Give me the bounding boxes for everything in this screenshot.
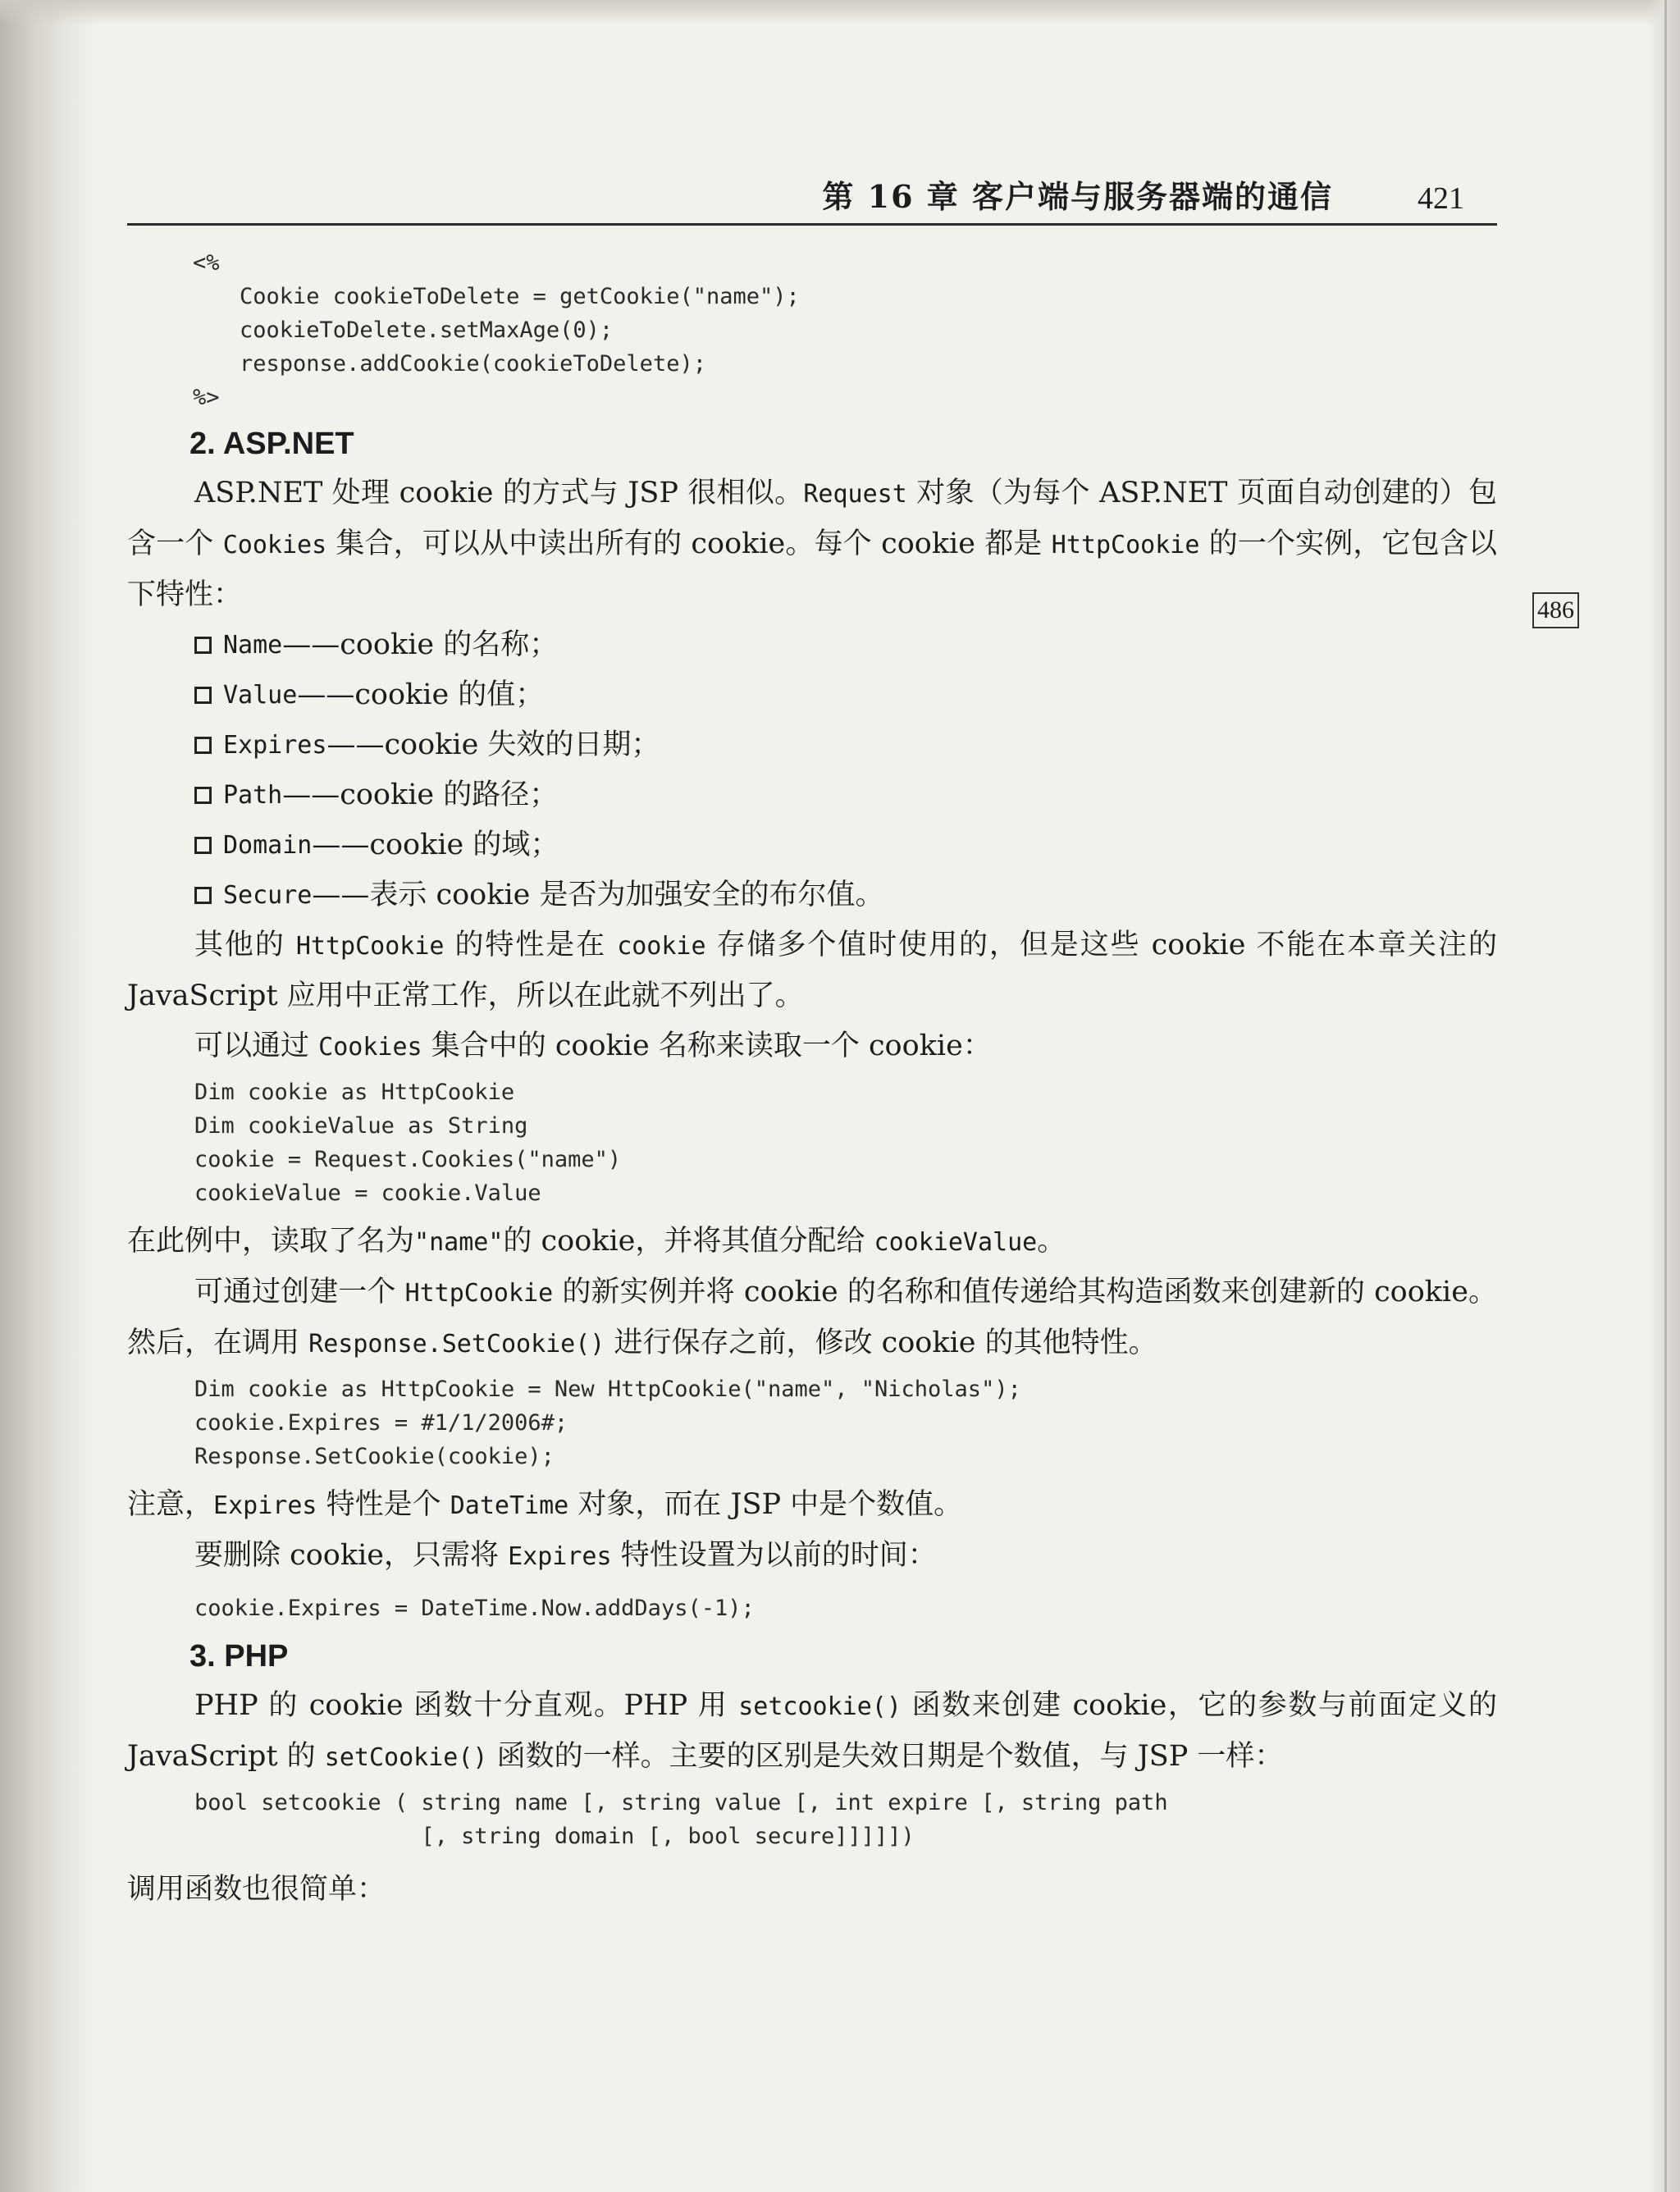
scan-right-edge-line (1664, 0, 1667, 2192)
code-line: Dim cookieValue as String (194, 1113, 528, 1139)
code-line: Cookie cookieToDelete = getCookie("name"); (186, 284, 800, 309)
page-number: 421 (1418, 181, 1464, 216)
list-item: Domain ——cookie 的域； (194, 820, 1497, 870)
list-item: Name ——cookie 的名称； (194, 620, 1497, 670)
delete-cookie-paragraph: 要删除 cookie，只需将 Expires 特性设置为以前的时间： (194, 1539, 937, 1572)
code-line: <% (193, 250, 220, 276)
code-line: response.addCookie(cookieToDelete); (186, 351, 706, 377)
margin-page-reference: 486 (1532, 592, 1579, 628)
aspnet-intro-paragraph: ASP.NET 处理 cookie 的方式与 JSP 很相似。Request 对象（为每个 ASP.NET 页面自动创建的）包含一个 Cookies 集合，可以从中读出所有的 cookie。每个 cookie 都是 HttpCookie 的一个实例，它包含以下特性： (127, 477, 1498, 611)
section-title-php: 3. PHP (189, 1639, 289, 1674)
httpcookie-attribute-list (127, 620, 1497, 920)
code-line: [, string domain [, bool secure]]]]]) (194, 1824, 915, 1849)
checkbox-bullet-icon (194, 887, 212, 904)
checkbox-bullet-icon (194, 737, 212, 754)
read-cookie-code-block (127, 1075, 1497, 1210)
page-body (127, 246, 1497, 1915)
list-item: Path ——cookie 的路径； (194, 770, 1497, 820)
other-attributes-paragraph: 其他的 HttpCookie 的特性是在 cookie 存储多个值时使用的，但是这些 cookie 不能在本章关注的 JavaScript 应用中正常工作，所以在此就不列出了。 (127, 929, 1497, 1012)
create-cookie-code-block (127, 1372, 1497, 1473)
list-item: Value ——cookie 的值； (194, 670, 1497, 720)
code-line: cookie.Expires = DateTime.Now.addDays(-1); (194, 1596, 755, 1621)
checkbox-bullet-icon (194, 787, 212, 804)
php-signature-code-block (127, 1786, 1497, 1853)
scan-right-edge (1647, 0, 1680, 2192)
code-line: cookie = Request.Cookies("name") (194, 1147, 622, 1172)
php-intro-paragraph: PHP 的 cookie 函数十分直观。PHP 用 setcookie() 函数来创建 cookie，它的参数与前面定义的 JavaScript 的 setCookie() 函数的一样。主要的区别是失效日期是个数值，与 JSP 一样： (127, 1689, 1497, 1773)
code-line: Dim cookie as HttpCookie (194, 1080, 515, 1105)
list-item: Expires ——cookie 失效的日期； (194, 720, 1497, 770)
read-cookie-note-paragraph: 在此例中，读取了名为"name"的 cookie，并将其值分配给 cookieValue。 (127, 1225, 1066, 1258)
php-call-paragraph: 调用函数也很简单： (127, 1873, 386, 1906)
code-line: %> (193, 385, 220, 410)
running-header (127, 174, 1497, 226)
checkbox-bullet-icon (194, 637, 212, 654)
delete-cookie-code-block (127, 1591, 1497, 1625)
code-line: Response.SetCookie(cookie); (194, 1444, 555, 1469)
read-cookie-paragraph: 可以通过 Cookies 集合中的 cookie 名称来读取一个 cookie： (194, 1030, 992, 1062)
create-cookie-paragraph: 可通过创建一个 HttpCookie 的新实例并将 cookie 的名称和值传递给其构造函数来创建新的 cookie。然后，在调用 Response.SetCookie() 进行保存之前，修改 cookie 的其他特性。 (127, 1276, 1497, 1359)
scan-top-shadow (0, 0, 1680, 25)
list-item: Secure ——表示 cookie 是否为加强安全的布尔值。 (194, 870, 1497, 920)
checkbox-bullet-icon (194, 837, 212, 854)
jsp-delete-code-block (127, 246, 1497, 414)
code-line: Dim cookie as HttpCookie = New HttpCookie("name", "Nicholas"); (194, 1377, 1021, 1402)
code-line: cookie.Expires = #1/1/2006#; (194, 1410, 568, 1436)
code-line: cookieToDelete.setMaxAge(0); (186, 317, 614, 343)
code-line: bool setcookie ( string name [, string value [, int expire [, string path (194, 1790, 1168, 1815)
chapter-title: 第 16 章 客户端与服务器端的通信 (822, 178, 1333, 215)
expires-note-paragraph: 注意，Expires 特性是个 DateTime 对象，而在 JSP 中是个数值。 (127, 1488, 963, 1521)
checkbox-bullet-icon (194, 687, 212, 704)
code-line: cookieValue = cookie.Value (194, 1180, 541, 1206)
scan-binding-shadow (0, 0, 98, 2192)
section-title-aspnet: 2. ASP.NET (189, 427, 354, 461)
